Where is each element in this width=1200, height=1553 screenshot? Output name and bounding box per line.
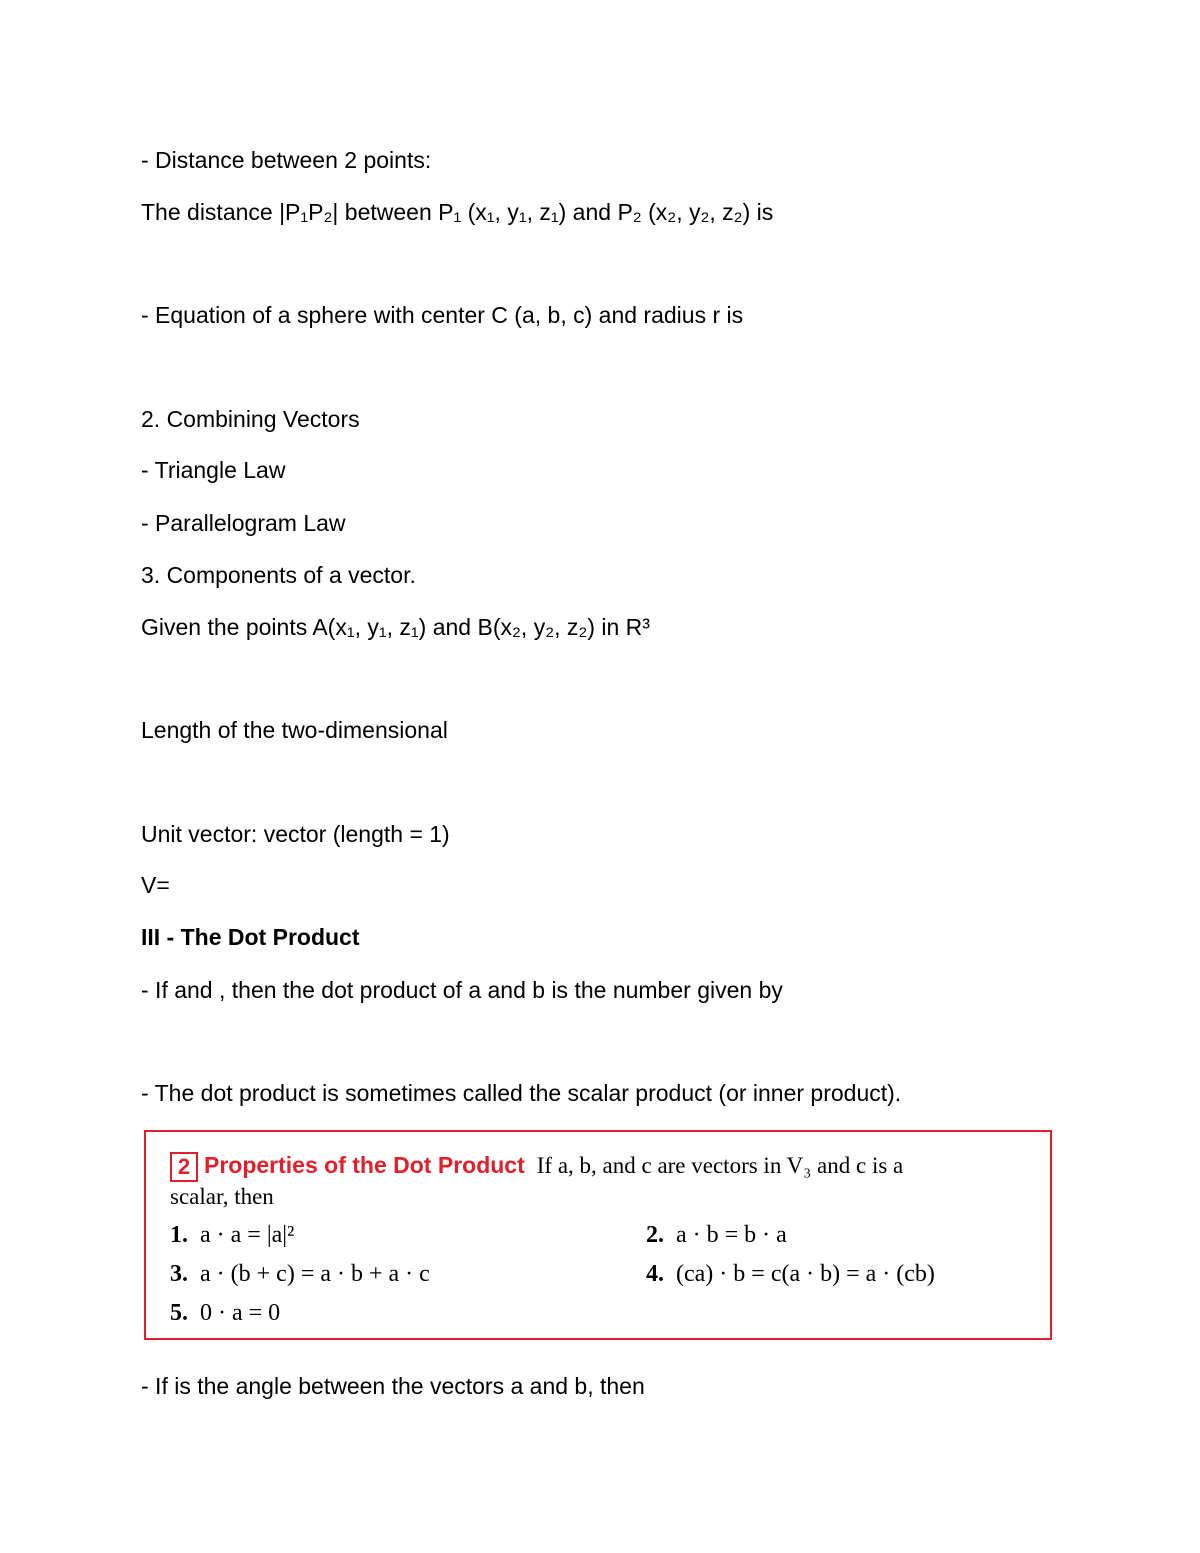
- property-1: [170, 1220, 294, 1250]
- property-2: [646, 1220, 787, 1250]
- dot-product-names: - The dot product is sometimes called the scalar product (or inner product).: [141, 1080, 902, 1106]
- property-text: a · (b + c) = a · b + a · c: [200, 1261, 430, 1287]
- parallelogram-law: - Parallelogram Law: [141, 510, 346, 536]
- property-text: (ca) · b = c(a · b) = a · (cb): [676, 1261, 935, 1287]
- property-text: a · a = |a|²: [200, 1222, 295, 1248]
- properties-title: Properties of the Dot Product: [204, 1152, 525, 1178]
- property-4: [646, 1259, 935, 1289]
- property-3: [170, 1259, 430, 1289]
- angle-text: - If is the angle between the vectors a and b, then: [141, 1373, 645, 1399]
- property-number: 3.: [170, 1261, 188, 1287]
- properties-intro: If a, b, and c are vectors in V₃ and c is a: [536, 1153, 904, 1178]
- property-text: 0 · a = 0: [200, 1300, 281, 1326]
- distance-text: The distance |P₁P₂| between P₁ (x₁, y₁, z₁) and P₂ (x₂, y₂, z₂) is: [141, 199, 774, 225]
- properties-header: [170, 1150, 903, 1182]
- property-text: a · b = b · a: [676, 1222, 787, 1248]
- given-points-text: Given the points A(x₁, y₁, z₁) and B(x₂, y₂, z₂) in R³: [141, 614, 650, 640]
- properties-intro-continued: scalar, then: [170, 1184, 274, 1209]
- components-heading: 3. Components of a vector.: [141, 562, 416, 588]
- dot-product-heading: III - The Dot Product: [141, 924, 360, 950]
- triangle-law: - Triangle Law: [141, 457, 286, 483]
- distance-heading: - Distance between 2 points:: [141, 147, 432, 173]
- property-number: 4.: [646, 1261, 664, 1287]
- sphere-equation-text: - Equation of a sphere with center C (a, b, c) and radius r is: [141, 302, 744, 328]
- properties-number-badge: 2: [170, 1152, 198, 1182]
- property-number: 2.: [646, 1222, 664, 1248]
- property-number: 5.: [170, 1300, 188, 1326]
- properties-box: [144, 1130, 1052, 1340]
- unit-vector-text: Unit vector: vector (length = 1): [141, 821, 450, 847]
- v-equals: V=: [141, 872, 170, 898]
- dot-product-definition: - If and , then the dot product of a and b is the number given by: [141, 977, 783, 1003]
- property-number: 1.: [170, 1222, 188, 1248]
- length-text: Length of the two-dimensional: [141, 717, 448, 743]
- property-5: [170, 1298, 280, 1328]
- combining-vectors-heading: 2. Combining Vectors: [141, 406, 360, 432]
